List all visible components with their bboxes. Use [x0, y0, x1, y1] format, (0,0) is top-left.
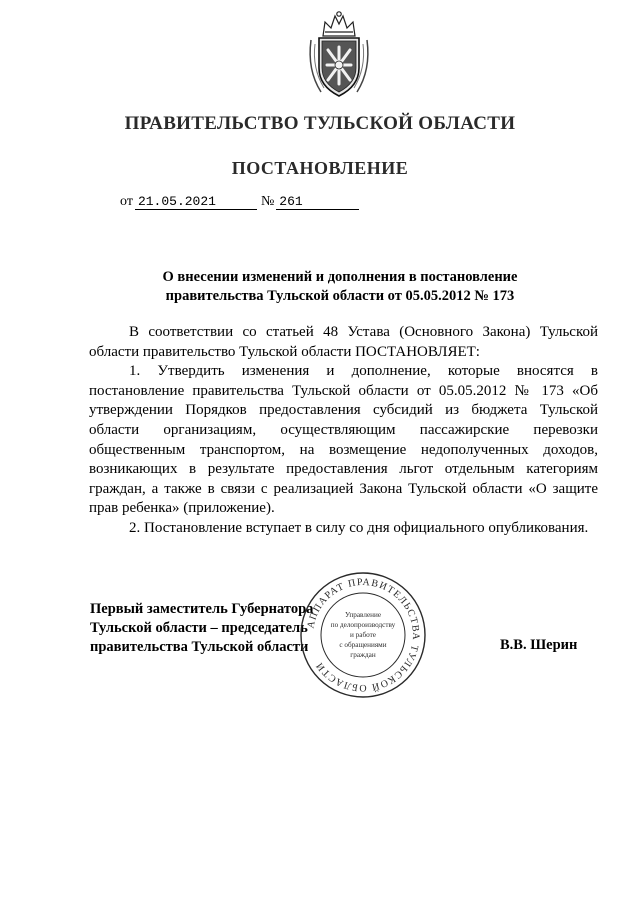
document-date: 21.05.2021	[135, 195, 257, 210]
official-stamp	[298, 570, 428, 700]
document-type: ПОСТАНОВЛЕНИЕ	[231, 158, 409, 178]
signatory-title-line-3: правительства Тульской области	[90, 639, 309, 655]
stamp-inner-line-5: граждан	[350, 651, 376, 659]
date-label: от	[120, 194, 133, 209]
stamp-inner-line-4: с обращениями	[339, 641, 387, 649]
body-paragraph: 1. Утвердить изменения и дополнение, которые вносятся в постановление правительства Тульской области от 05.05.2012 № 173 «Об утверждении Порядков предоставления субсидий из бюджета Тульской области организациям, осуществляющим пассажирские перевозки общественным транспортом, на возмещение недополученных доходов, возникающих в результате предоставления льгот отдельным категориям граждан, а также в связи с реализацией Закона Тульской области «О защите прав ребенка» (приложение).	[89, 363, 598, 517]
body-paragraph: 2. Постановление вступает в силу со дня официального опубликования.	[129, 519, 589, 536]
document-subject	[120, 268, 560, 306]
signatory-title-line-2: Тульской области – председатель	[90, 620, 308, 636]
signatory-title-line-1: Первый заместитель Губернатора	[90, 601, 314, 617]
number-label: №	[260, 194, 275, 209]
subject-line-1: О внесении изменений и дополнения в постановление	[162, 269, 518, 285]
body-paragraph: В соответствии со статьей 48 Устава (Основного Закона) Тульской области правительство Тульской области ПОСТАНОВЛЯЕТ:	[89, 324, 598, 360]
signatory-title	[90, 600, 313, 657]
stamp-inner-line-1: Управление	[344, 611, 382, 619]
date-number-line	[120, 194, 359, 210]
subject-line-2: правительства Тульской области от 05.05.2012 № 173	[165, 288, 515, 304]
organization-title: ПРАВИТЕЛЬСТВО ТУЛЬСКОЙ ОБЛАСТИ	[124, 113, 516, 134]
document-body	[89, 323, 598, 539]
document-number: 261	[276, 195, 359, 210]
stamp-inner-line-3: и работе	[350, 631, 376, 639]
coat-of-arms-icon	[303, 10, 375, 102]
signatory-name: В.В. Шерин	[500, 637, 578, 653]
stamp-ring-text: АППАРАТ ПРАВИТЕЛЬСТВА ТУЛЬСКОЙ ОБЛАСТИ	[305, 576, 422, 694]
stamp-inner-line-2: по делопроизводству	[330, 621, 396, 629]
